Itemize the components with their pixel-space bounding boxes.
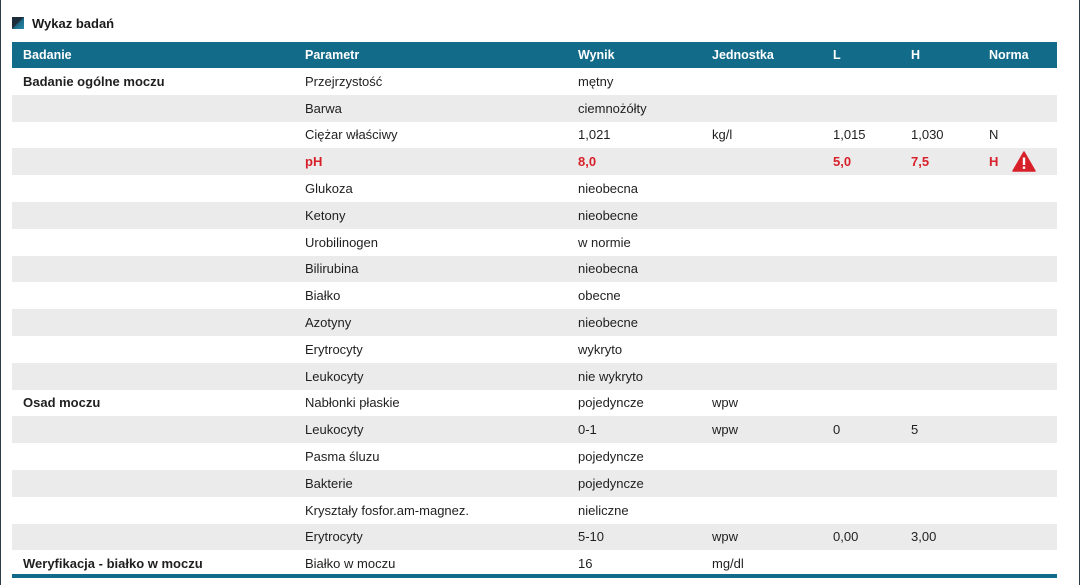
cell-badanie (12, 497, 294, 524)
cell-norma (978, 175, 1057, 202)
table-row[interactable] (12, 470, 1057, 497)
cell-badanie: Badanie ogólne moczu (12, 68, 294, 95)
table-row[interactable] (12, 68, 1057, 95)
cell-parametr: Leukocyty (294, 416, 567, 443)
table-row[interactable] (12, 497, 1057, 524)
cell-badanie (12, 122, 294, 149)
cell-l (822, 497, 900, 524)
cell-l (822, 68, 900, 95)
cell-l: 1,015 (822, 122, 900, 149)
cell-l: 5,0 (822, 148, 900, 175)
cell-norma (978, 148, 1057, 175)
cell-h (900, 95, 978, 122)
cell-parametr: Bilirubina (294, 256, 567, 283)
table-row[interactable] (12, 175, 1057, 202)
cell-parametr: Glukoza (294, 175, 567, 202)
cell-jednostka (701, 256, 822, 283)
cell-wynik: nieobecna (567, 175, 701, 202)
cell-norma (978, 282, 1057, 309)
cell-norma (978, 256, 1057, 283)
cell-wynik: nieliczne (567, 497, 701, 524)
cell-l (822, 336, 900, 363)
cell-norma (978, 95, 1057, 122)
cell-badanie: Osad moczu (12, 390, 294, 417)
table-body (12, 68, 1057, 577)
col-header-badanie[interactable]: Badanie (23, 48, 72, 62)
cell-parametr: Nabłonki płaskie (294, 390, 567, 417)
cell-h: 5 (900, 416, 978, 443)
cell-jednostka: kg/l (701, 122, 822, 149)
cell-h (900, 363, 978, 390)
cell-norma (978, 390, 1057, 417)
cell-badanie (12, 229, 294, 256)
norma-flag-text: H (989, 154, 999, 170)
table-row[interactable] (12, 148, 1057, 175)
cell-wynik: 1,021 (567, 122, 701, 149)
cell-h (900, 336, 978, 363)
cell-parametr: Leukocyty (294, 363, 567, 390)
cell-wynik: 5-10 (567, 524, 701, 551)
cell-jednostka: wpw (701, 390, 822, 417)
cell-l: 0,00 (822, 524, 900, 551)
cell-wynik: 0-1 (567, 416, 701, 443)
cell-parametr: Erytrocyty (294, 524, 567, 551)
cell-wynik: w normie (567, 229, 701, 256)
results-table (12, 42, 1057, 577)
cell-norma: N (978, 122, 1057, 149)
results-table-container (12, 42, 1057, 577)
cell-jednostka (701, 497, 822, 524)
cell-h (900, 470, 978, 497)
cell-badanie (12, 336, 294, 363)
cell-jednostka (701, 282, 822, 309)
cell-l (822, 470, 900, 497)
cell-wynik: obecne (567, 282, 701, 309)
cell-badanie (12, 309, 294, 336)
cell-parametr: Erytrocyty (294, 336, 567, 363)
cell-norma (978, 202, 1057, 229)
cell-badanie (12, 524, 294, 551)
cell-h (900, 309, 978, 336)
cell-wynik: pojedyncze (567, 470, 701, 497)
cell-badanie (12, 148, 294, 175)
cell-jednostka (701, 68, 822, 95)
cell-parametr: Ciężar właściwy (294, 122, 567, 149)
cell-parametr: pH (294, 148, 567, 175)
table-row[interactable] (12, 416, 1057, 443)
cell-norma (978, 309, 1057, 336)
cell-h: 1,030 (900, 122, 978, 149)
cell-norma (978, 68, 1057, 95)
cell-parametr: Białko w moczu (294, 550, 567, 577)
cell-wynik: nieobecne (567, 309, 701, 336)
cell-h (900, 175, 978, 202)
cell-l (822, 363, 900, 390)
cell-l (822, 390, 900, 417)
cell-badanie (12, 175, 294, 202)
cell-badanie (12, 95, 294, 122)
cell-h (900, 229, 978, 256)
cell-wynik: mętny (567, 68, 701, 95)
cell-jednostka (701, 309, 822, 336)
table-row[interactable] (12, 229, 1057, 256)
col-header-jednostka[interactable]: Jednostka (712, 48, 774, 62)
cell-badanie (12, 416, 294, 443)
cell-jednostka (701, 470, 822, 497)
norma-with-flag (989, 151, 1057, 172)
col-header-norma[interactable]: Norma (989, 48, 1029, 62)
table-row[interactable] (12, 443, 1057, 470)
cell-badanie (12, 470, 294, 497)
cell-badanie: Weryfikacja - białko w moczu (12, 550, 294, 577)
cell-jednostka (701, 148, 822, 175)
cell-l (822, 229, 900, 256)
cell-norma (978, 497, 1057, 524)
section-title: Wykaz badań (32, 15, 115, 31)
cell-wynik: nieobecne (567, 202, 701, 229)
cell-l (822, 202, 900, 229)
table-row[interactable] (12, 95, 1057, 122)
table-row[interactable] (12, 524, 1057, 551)
cell-wynik: 16 (567, 550, 701, 577)
cell-wynik: pojedyncze (567, 390, 701, 417)
cell-badanie (12, 443, 294, 470)
cell-norma (978, 416, 1057, 443)
cell-h (900, 390, 978, 417)
cell-h (900, 497, 978, 524)
cell-l (822, 175, 900, 202)
col-header-parametr[interactable]: Parametr (305, 48, 360, 62)
cell-norma (978, 336, 1057, 363)
section-header (12, 13, 114, 33)
table-header-row (12, 42, 1057, 68)
cell-wynik: wykryto (567, 336, 701, 363)
table-row[interactable] (12, 282, 1057, 309)
cell-l (822, 282, 900, 309)
cell-jednostka (701, 175, 822, 202)
cell-norma (978, 443, 1057, 470)
cell-jednostka (701, 229, 822, 256)
table-row[interactable] (12, 256, 1057, 283)
col-header-h[interactable]: H (911, 48, 921, 62)
cell-l (822, 95, 900, 122)
cell-jednostka (701, 202, 822, 229)
cell-parametr: Ketony (294, 202, 567, 229)
cell-parametr: Barwa (294, 95, 567, 122)
cell-wynik: nie wykryto (567, 363, 701, 390)
cell-norma (978, 229, 1057, 256)
cell-norma (978, 524, 1057, 551)
cell-badanie (12, 282, 294, 309)
cell-parametr: Białko (294, 282, 567, 309)
cell-parametr: Przejrzystość (294, 68, 567, 95)
cell-parametr: Kryształy fosfor.am-magnez. (294, 497, 567, 524)
cell-h (900, 68, 978, 95)
cell-parametr: Bakterie (294, 470, 567, 497)
table-row[interactable] (12, 363, 1057, 390)
cell-jednostka: wpw (701, 416, 822, 443)
table-bottom-rule (12, 574, 1057, 578)
cell-wynik: nieobecna (567, 256, 701, 283)
cell-parametr: Pasma śluzu (294, 443, 567, 470)
cell-badanie (12, 256, 294, 283)
cell-jednostka (701, 95, 822, 122)
cell-norma (978, 363, 1057, 390)
cell-norma (978, 470, 1057, 497)
cell-wynik: ciemnożółty (567, 95, 701, 122)
cell-parametr: Urobilinogen (294, 229, 567, 256)
cell-wynik: pojedyncze (567, 443, 701, 470)
cell-l (822, 256, 900, 283)
table-row[interactable] (12, 336, 1057, 363)
table-row[interactable] (12, 202, 1057, 229)
cell-wynik: 8,0 (567, 148, 701, 175)
col-header-wynik[interactable]: Wynik (578, 48, 615, 62)
table-row[interactable] (12, 309, 1057, 336)
section-square-icon (12, 17, 24, 29)
cell-jednostka: wpw (701, 524, 822, 551)
table-row[interactable] (12, 390, 1057, 417)
cell-h (900, 202, 978, 229)
col-header-l[interactable]: L (833, 48, 841, 62)
cell-l (822, 309, 900, 336)
cell-badanie (12, 363, 294, 390)
warning-triangle-icon[interactable] (1012, 151, 1036, 172)
cell-l: 0 (822, 416, 900, 443)
cell-h (900, 256, 978, 283)
cell-h (900, 282, 978, 309)
cell-h: 3,00 (900, 524, 978, 551)
cell-h: 7,5 (900, 148, 978, 175)
cell-parametr: Azotyny (294, 309, 567, 336)
cell-l (822, 443, 900, 470)
cell-badanie (12, 202, 294, 229)
cell-h (900, 443, 978, 470)
cell-jednostka: mg/dl (701, 550, 822, 577)
cell-jednostka (701, 443, 822, 470)
cell-jednostka (701, 336, 822, 363)
cell-jednostka (701, 363, 822, 390)
table-row[interactable] (12, 122, 1057, 149)
